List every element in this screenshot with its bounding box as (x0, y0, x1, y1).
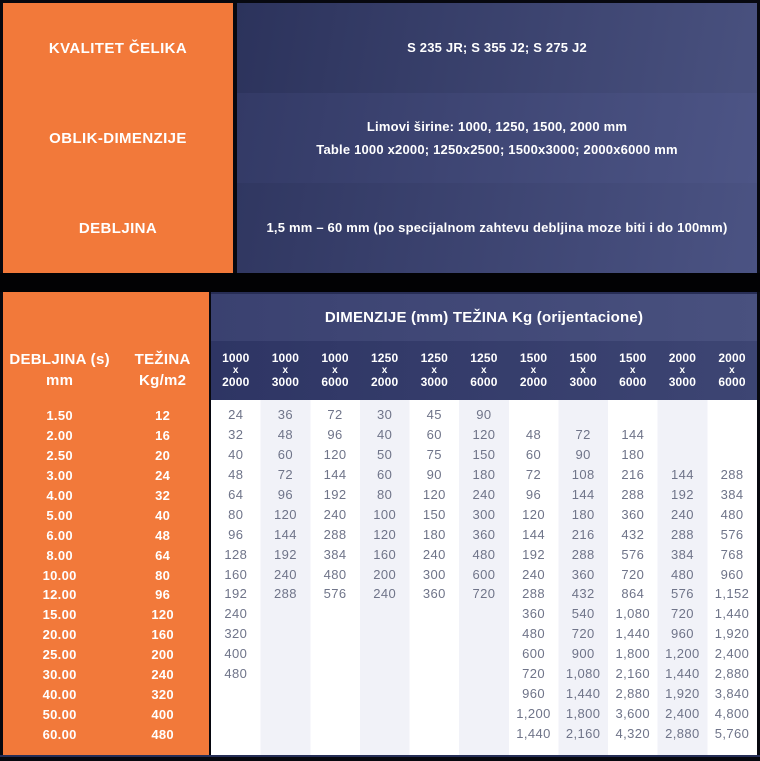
weight-cell: 30 (377, 407, 393, 423)
weight-cell: 360 (472, 526, 496, 542)
weight-cell: 45 (426, 407, 442, 423)
table-left-rows (3, 400, 209, 755)
spec-value-line: Limovi širine: 1000, 1250, 1500, 2000 mm (366, 118, 628, 134)
weight-header-line2: Kg/m2 (138, 372, 187, 389)
table-row (211, 485, 757, 505)
weight-cell: 240 (224, 606, 248, 622)
weight-cell: 1,200 (516, 705, 551, 721)
weight-cell: 80 (228, 506, 244, 522)
weight-cell: 1,200 (665, 646, 700, 662)
bottom-accent-line (0, 755, 760, 757)
table-row-labels (3, 665, 209, 685)
weight-per-m2-value: 48 (155, 527, 171, 543)
dimension-separator: x (282, 365, 289, 376)
dimension-width: 1250 (370, 351, 399, 365)
weight-cell: 360 (522, 606, 545, 622)
thickness-column-header (3, 349, 116, 391)
weight-cell: 1,152 (714, 586, 750, 602)
dimension-width: 1500 (569, 351, 597, 365)
weight-table-section (3, 292, 757, 755)
dimension-column-headers (211, 341, 757, 400)
weight-cell: 240 (422, 546, 446, 562)
weight-cell: 1,440 (516, 725, 551, 741)
weight-cell: 720 (522, 666, 545, 682)
table-row (211, 584, 757, 604)
dimension-length: 2000 (370, 375, 399, 389)
weight-cell: 90 (575, 447, 591, 463)
spec-section (3, 3, 757, 273)
weight-cell: 1,800 (615, 646, 651, 662)
table-row (211, 624, 757, 644)
weight-cell: 240 (472, 487, 496, 502)
dimension-length: 3000 (271, 375, 300, 389)
weight-cell: 2,880 (714, 666, 750, 682)
dimension-length: 3000 (668, 375, 697, 389)
spec-label: KVALITET ČELIKA (48, 39, 188, 57)
weight-cell: 50 (377, 447, 393, 463)
weight-cell: 960 (720, 566, 744, 582)
weight-cell: 200 (373, 566, 397, 582)
weight-data-grid (211, 400, 757, 755)
weight-per-m2-value: 80 (155, 567, 171, 583)
weight-cell: 72 (575, 427, 591, 443)
weight-cell: 864 (621, 586, 645, 602)
thickness-value: 12.00 (42, 587, 77, 603)
weight-cell: 144 (621, 427, 645, 443)
table-row-labels (3, 466, 209, 486)
weight-cell: 288 (323, 526, 347, 542)
dimension-width: 1250 (420, 351, 449, 365)
weight-cell: 60 (377, 467, 393, 483)
dimension-column-header (658, 341, 708, 400)
table-row (211, 683, 757, 703)
weight-per-m2-value: 96 (155, 587, 171, 603)
table-row-labels (3, 446, 209, 466)
dimension-separator: x (530, 365, 537, 376)
weight-cell: 180 (422, 526, 446, 542)
weight-cell: 3,600 (615, 705, 651, 721)
weight-per-m2-value: 120 (151, 607, 174, 623)
weight-cell: 96 (525, 487, 542, 502)
weight-cell: 1,800 (565, 705, 601, 721)
dimension-length: 2000 (519, 375, 548, 389)
dimension-width: 1000 (271, 351, 300, 365)
weight-cell: 96 (228, 526, 244, 542)
weight-cell: 768 (720, 546, 744, 562)
weight-cell: 480 (522, 626, 545, 642)
dimension-separator: x (232, 365, 239, 376)
weight-cell: 288 (670, 526, 694, 542)
weight-cell: 576 (720, 526, 744, 542)
dimension-separator: x (629, 365, 636, 376)
thickness-value: 8.00 (46, 547, 73, 563)
thickness-value: 3.00 (46, 468, 73, 484)
weight-cell: 160 (224, 566, 248, 582)
spec-label: OBLIK-DIMENZIJE (49, 129, 187, 147)
thickness-value: 10.00 (42, 567, 77, 583)
weight-cell: 120 (273, 506, 297, 522)
weight-cell: 180 (472, 467, 496, 483)
weight-cell: 48 (228, 467, 244, 483)
thickness-header-line2: mm (46, 372, 74, 389)
weight-cell: 960 (670, 626, 694, 642)
weight-cell: 144 (522, 526, 545, 542)
dimension-column-header (509, 341, 559, 400)
dimension-length: 6000 (619, 375, 647, 389)
weight-cell: 2,400 (714, 646, 750, 662)
dimension-width: 2000 (718, 351, 746, 365)
weight-per-m2-value: 12 (155, 408, 171, 424)
dimension-separator: x (431, 365, 438, 376)
weight-cell: 384 (720, 487, 744, 502)
dimension-column-header (261, 341, 311, 400)
weight-cell: 300 (472, 506, 496, 522)
thickness-value: 25.00 (42, 647, 77, 663)
weight-per-m2-value: 64 (155, 547, 171, 563)
weight-cell: 1,080 (565, 666, 601, 682)
weight-cell: 2,880 (665, 725, 700, 741)
weight-cell: 1,440 (665, 666, 700, 682)
weight-cell: 600 (472, 566, 496, 582)
spec-label-column (3, 3, 233, 273)
table-row (211, 703, 757, 723)
weight-cell: 320 (224, 626, 248, 642)
weight-cell: 60 (277, 447, 294, 463)
weight-cell: 144 (670, 467, 694, 483)
dimension-separator: x (481, 365, 487, 376)
thickness-header-line1: DEBLJINA (s) (9, 351, 110, 368)
weight-cell: 80 (377, 487, 393, 502)
spec-value-line: 1,5 mm – 60 mm (po specijalnom zahtevu debljina moze biti i do 100mm) (266, 220, 728, 235)
weight-cell: 144 (323, 467, 347, 483)
weight-cell: 48 (525, 427, 542, 443)
table-row (211, 604, 757, 624)
table-right-panel (211, 292, 757, 755)
weight-cell: 120 (422, 487, 446, 502)
weight-cell: 480 (472, 546, 496, 562)
weight-cell: 240 (273, 566, 297, 582)
weight-cell: 48 (277, 427, 294, 443)
table-row-labels (3, 625, 209, 645)
table-row (211, 524, 757, 544)
weight-cell: 400 (224, 646, 248, 662)
thickness-value: 50.00 (42, 706, 77, 722)
weight-cell: 32 (228, 427, 244, 443)
dimension-width: 2000 (668, 351, 697, 365)
dimension-separator: x (679, 365, 686, 376)
dimension-column-header (410, 341, 460, 400)
weight-cell: 900 (571, 646, 595, 662)
weight-per-m2-value: 400 (151, 706, 174, 722)
table-row-labels (3, 704, 209, 724)
weight-cell: 100 (373, 506, 397, 522)
weight-cell: 60 (525, 447, 542, 463)
weight-cell: 2,160 (565, 725, 601, 741)
weight-cell: 288 (522, 586, 545, 602)
table-row (211, 544, 757, 564)
thickness-value: 40.00 (42, 686, 77, 702)
weight-cell: 1,920 (665, 685, 700, 701)
weight-cell: 90 (426, 467, 442, 483)
table-row-labels (3, 605, 209, 625)
thickness-value: 2.00 (46, 428, 73, 444)
weight-cell: 72 (277, 467, 294, 483)
dimension-column-header (707, 341, 757, 400)
thickness-value: 1.50 (46, 408, 73, 424)
thickness-value: 30.00 (42, 667, 77, 683)
weight-cell: 192 (670, 487, 694, 502)
weight-cell: 108 (571, 467, 595, 483)
dimension-column-header (310, 341, 360, 400)
weight-cell: 384 (323, 546, 347, 562)
thickness-value: 60.00 (42, 726, 77, 742)
dimension-width: 1000 (321, 351, 349, 365)
weight-cell: 3,840 (714, 685, 750, 701)
weight-cell: 360 (422, 586, 446, 602)
weight-cell: 2,400 (665, 705, 700, 721)
table-row (211, 723, 757, 743)
weight-cell: 360 (621, 506, 645, 522)
dimension-column-header (558, 341, 608, 400)
weight-cell: 4,800 (714, 705, 750, 721)
section-divider (0, 273, 760, 292)
weight-cell: 384 (670, 546, 694, 562)
weight-cell: 120 (472, 427, 496, 443)
weight-cell: 120 (323, 447, 347, 463)
weight-cell: 40 (228, 447, 244, 463)
weight-cell: 1,440 (615, 626, 651, 642)
table-row (211, 504, 757, 524)
spec-value-row (237, 93, 757, 183)
weight-cell: 180 (621, 447, 645, 463)
weight-cell: 90 (476, 407, 492, 423)
table-row-labels (3, 645, 209, 665)
weight-cell: 150 (472, 447, 496, 463)
weight-cell: 288 (621, 487, 645, 502)
weight-cell: 216 (571, 526, 595, 542)
dimension-length: 3000 (420, 375, 449, 389)
weight-cell: 36 (277, 407, 294, 423)
weight-per-m2-value: 16 (155, 428, 171, 444)
thickness-value: 2.50 (46, 448, 73, 464)
weight-cell: 240 (522, 566, 545, 582)
table-row-labels (3, 426, 209, 446)
weight-cell: 216 (621, 467, 645, 483)
thickness-value: 15.00 (42, 607, 77, 623)
weight-cell: 180 (571, 506, 595, 522)
spec-value-line: Table 1000 x2000; 1250x2500; 1500x3000; 2000x6000 mm (316, 141, 678, 157)
weight-cell: 1,440 (714, 606, 750, 622)
dimension-separator: x (381, 365, 388, 376)
weight-per-m2-value: 32 (155, 488, 171, 503)
dimension-width: 1250 (470, 351, 498, 365)
weight-per-m2-value: 24 (155, 468, 171, 484)
dimension-width: 1500 (619, 351, 647, 365)
weight-cell: 540 (571, 606, 595, 622)
thickness-value: 4.00 (46, 488, 73, 503)
thickness-value: 5.00 (46, 507, 73, 523)
weight-per-m2-value: 240 (151, 667, 174, 683)
dimension-column-header (360, 341, 410, 400)
weight-cell: 150 (422, 506, 446, 522)
weight-cell: 144 (571, 487, 595, 502)
dimension-length: 6000 (321, 375, 349, 389)
table-row-labels (3, 565, 209, 585)
weight-cell: 24 (228, 407, 244, 423)
weight-cell: 576 (621, 546, 645, 562)
dimension-separator: x (729, 365, 735, 376)
weight-cell: 600 (522, 646, 545, 662)
weight-cell: 128 (224, 546, 248, 562)
weight-cell: 72 (525, 467, 542, 483)
dimension-length: 2000 (222, 375, 250, 389)
table-row (211, 564, 757, 584)
dimension-length: 6000 (718, 375, 746, 389)
weight-cell: 288 (571, 546, 595, 562)
weight-cell: 432 (571, 586, 595, 602)
spec-label: DEBLJINA (78, 219, 158, 237)
weight-cell: 192 (323, 487, 347, 502)
weight-cell: 120 (522, 506, 545, 522)
weight-cell: 480 (670, 566, 694, 582)
weight-cell: 1,080 (615, 606, 651, 622)
table-row-labels (3, 505, 209, 525)
weight-cell: 72 (327, 407, 343, 423)
weight-cell: 576 (323, 586, 347, 602)
weight-cell: 288 (273, 586, 297, 602)
weight-cell: 96 (327, 427, 343, 443)
weight-per-m2-value: 40 (155, 507, 171, 523)
weight-cell: 1,440 (565, 685, 601, 701)
weight-cell: 1,920 (714, 626, 750, 642)
spec-value-row (237, 183, 757, 273)
weight-column-header (116, 349, 209, 391)
weight-cell: 75 (426, 447, 442, 463)
weight-cell: 288 (720, 467, 744, 483)
table-left-panel (3, 292, 209, 755)
table-row-labels (3, 585, 209, 605)
weight-cell: 432 (621, 526, 645, 542)
table-left-header (3, 292, 209, 400)
dimension-length: 3000 (569, 375, 597, 389)
weight-per-m2-value: 200 (151, 647, 174, 663)
weight-cell: 96 (277, 487, 294, 502)
spec-value-row (237, 3, 757, 93)
weight-cell: 720 (472, 586, 496, 602)
dimension-width: 1000 (222, 351, 250, 365)
weight-cell: 64 (228, 487, 244, 502)
weight-cell: 192 (522, 546, 545, 562)
dimension-separator: x (332, 365, 338, 376)
weight-cell: 720 (670, 606, 694, 622)
dimension-column-header (211, 341, 261, 400)
table-row-labels (3, 724, 209, 744)
weight-cell: 2,160 (615, 666, 651, 682)
weight-cell: 240 (670, 506, 694, 522)
weight-per-m2-value: 480 (151, 726, 174, 742)
spec-value-line: S 235 JR; S 355 J2; S 275 J2 (407, 40, 587, 55)
weight-cell: 40 (377, 427, 393, 443)
weight-cell: 480 (720, 506, 744, 522)
table-row (211, 664, 757, 684)
weight-per-m2-value: 20 (155, 448, 171, 464)
table-row-labels (3, 486, 209, 506)
table-row-labels (3, 525, 209, 545)
thickness-value: 6.00 (46, 527, 73, 543)
weight-cell: 360 (571, 566, 595, 582)
weight-cell: 192 (273, 546, 297, 562)
table-row-labels (3, 684, 209, 704)
table-row (211, 644, 757, 664)
weight-cell: 576 (670, 586, 694, 602)
table-row-labels (3, 545, 209, 565)
weight-cell: 144 (273, 526, 297, 542)
table-title: DIMENZIJE (mm) TEŽINA Kg (orijentacione) (211, 292, 757, 341)
weight-cell: 720 (621, 566, 645, 582)
weight-cell: 60 (426, 427, 442, 443)
weight-cell: 4,320 (615, 725, 651, 741)
dimension-width: 1500 (519, 351, 548, 365)
weight-cell: 120 (373, 526, 397, 542)
thickness-value: 20.00 (42, 627, 77, 643)
weight-cell: 960 (522, 685, 545, 701)
weight-per-m2-value: 320 (151, 686, 174, 702)
weight-cell: 720 (571, 626, 595, 642)
dimension-column-header (608, 341, 658, 400)
spec-value-column (237, 3, 757, 273)
table-row-labels (3, 406, 209, 426)
dimension-column-header (459, 341, 509, 400)
weight-cell: 480 (323, 566, 347, 582)
weight-cell: 192 (224, 586, 248, 602)
table-row (211, 425, 757, 445)
table-row (211, 445, 757, 465)
weight-cell: 160 (373, 546, 397, 562)
weight-cell: 240 (323, 506, 347, 522)
weight-header-line1: TEŽINA (134, 351, 191, 368)
table-row (211, 405, 757, 425)
weight-cell: 240 (373, 586, 397, 602)
weight-per-m2-value: 160 (151, 627, 174, 643)
table-row (211, 465, 757, 485)
weight-cell: 2,880 (615, 685, 651, 701)
weight-cell: 480 (224, 666, 248, 682)
weight-cell: 300 (422, 566, 446, 582)
dimension-length: 6000 (470, 375, 498, 389)
dimension-separator: x (580, 365, 587, 376)
weight-cell: 5,760 (714, 725, 750, 741)
